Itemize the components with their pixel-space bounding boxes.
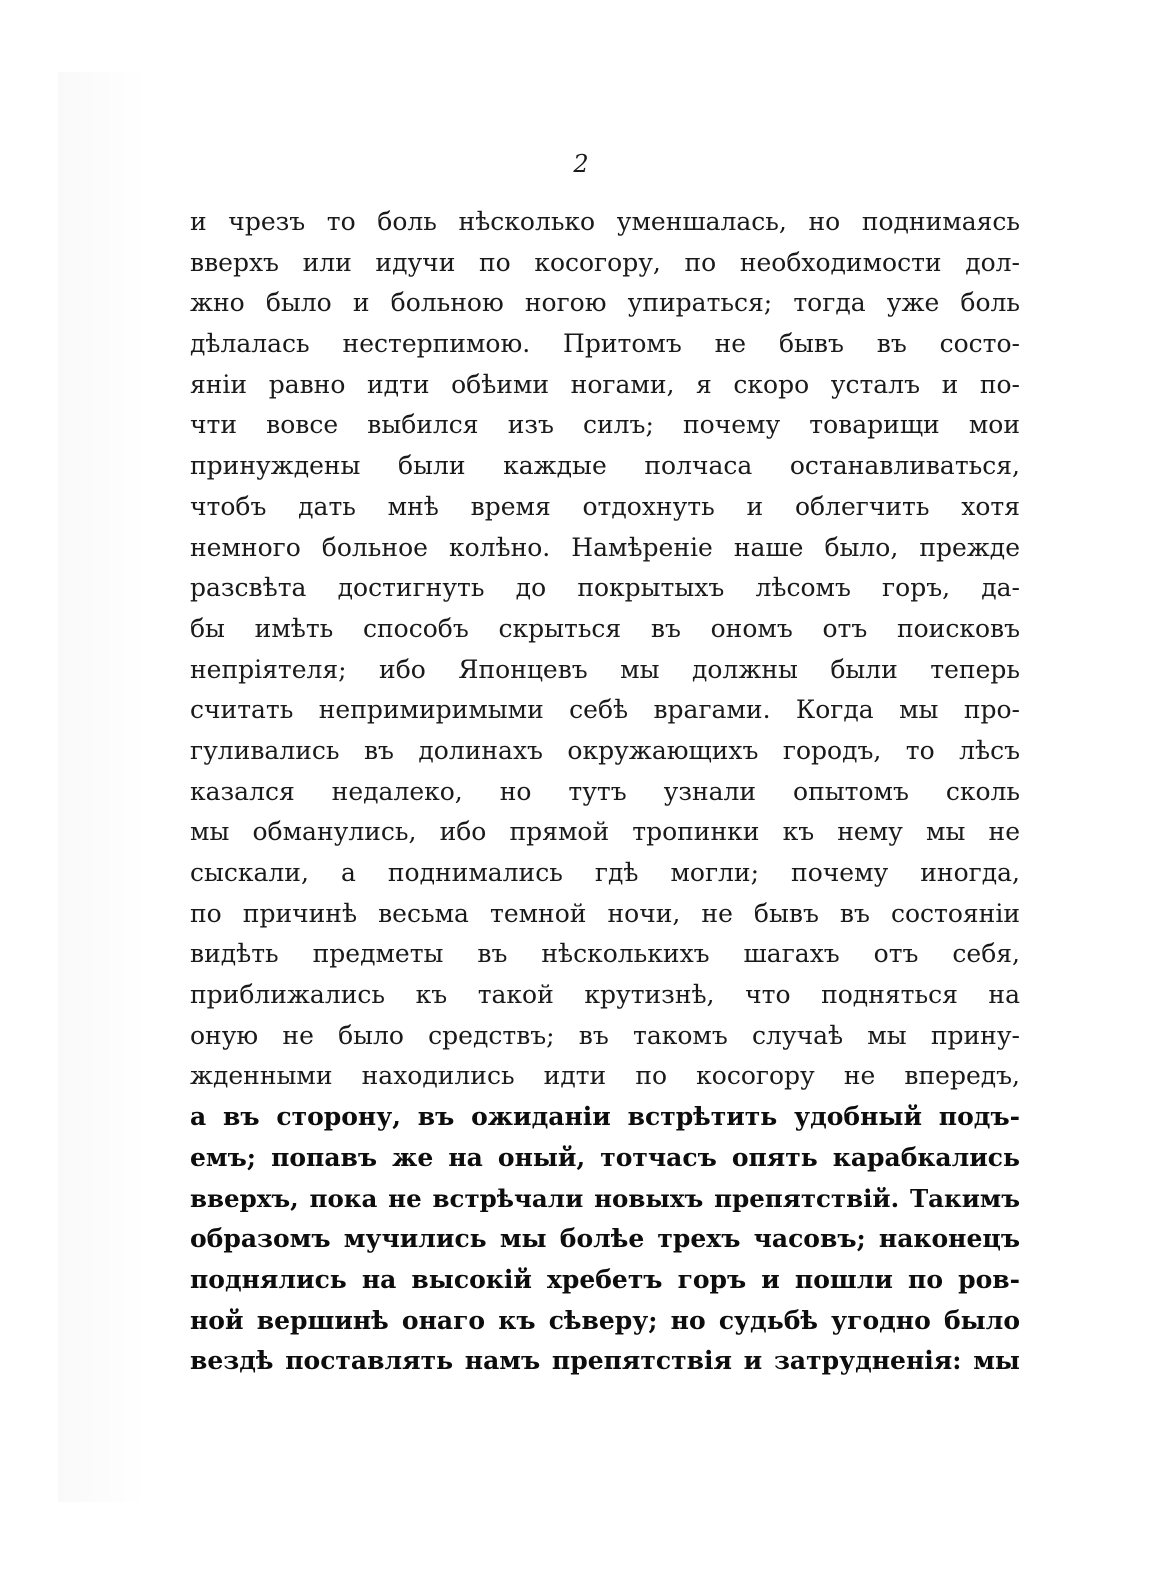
text-line: оную не было средствъ; въ такомъ случаѣ мы прину- (190, 1020, 1020, 1050)
text-line: принуждены были каждые полчаса останавливаться, (190, 451, 1020, 481)
scan-edge-shadow (58, 72, 148, 1502)
text-line: емъ; попавъ же на оный, тотчасъ опять карабкались (190, 1142, 1020, 1172)
text-line: казался недалеко, но тутъ узнали опытомъ сколь (190, 776, 1020, 806)
text-line: и чрезъ то боль нѣсколько уменшалась, но поднимаясь (190, 207, 1020, 236)
text-line: по причинѣ весьма темной ночи, не бывъ въ состояніи (190, 898, 1020, 928)
text-line: вверхъ, пока не встрѣчали новыхъ препятствій. Такимъ (190, 1183, 1020, 1213)
text-line: видѣть предметы въ нѣсколькихъ шагахъ отъ себя, (190, 939, 1020, 969)
text-line: жно было и больною ногою упираться; тогда уже боль (190, 288, 1020, 318)
text-line: считать непримиримыми себѣ врагами. Когда мы про- (190, 695, 1020, 725)
text-line: поднялись на высокій хребетъ горъ и пошли по ров- (190, 1264, 1020, 1294)
text-line: ной вершинѣ онаго къ сѣверу; но судьбѣ угодно было (190, 1305, 1020, 1335)
text-line: чти вовсе выбился изъ силъ; почему товарищи мои (190, 410, 1020, 440)
text-line: мы обманулись, ибо прямой тропинки къ нему мы не (190, 817, 1020, 847)
text-line: чтобъ дать мнѣ время отдохнуть и облегчить хотя (190, 491, 1020, 521)
page-number: 2 (573, 150, 590, 178)
text-line: а въ сторону, въ ожиданіи встрѣтить удобный подъ- (190, 1102, 1020, 1132)
text-line: жденными находились идти по косогору не впередъ, (190, 1061, 1020, 1091)
text-line: вездѣ поставлять намъ препятствія и затрудненія: мы (190, 1346, 1020, 1376)
text-line: немного больное колѣно. Намѣреніе наше было, прежде (190, 532, 1020, 562)
text-line: приближались къ такой крутизнѣ, что подняться на (190, 980, 1020, 1010)
text-line: непріятеля; ибо Японцевъ мы должны были теперь (190, 654, 1020, 684)
text-line: гуливались въ долинахъ окружающихъ городъ, то лѣсъ (190, 735, 1020, 765)
text-line: яніи равно идти обѣими ногами, я скоро усталъ и по- (190, 369, 1020, 399)
body-text (190, 202, 1020, 1382)
text-line: дѣлалась нестерпимою. Притомъ не бывъ въ состо- (190, 329, 1020, 359)
text-line: бы имѣть способъ скрыться въ ономъ отъ поисковъ (190, 613, 1020, 643)
text-line: разсвѣта достигнуть до покрытыхъ лѣсомъ горъ, да- (190, 573, 1020, 603)
text-line: образомъ мучились мы болѣе трехъ часовъ; наконецъ (190, 1224, 1020, 1254)
text-line: сыскали, а поднимались гдѣ могли; почему иногда, (190, 858, 1020, 887)
text-line: вверхъ или идучи по косогору, по необходимости дол- (190, 247, 1020, 277)
